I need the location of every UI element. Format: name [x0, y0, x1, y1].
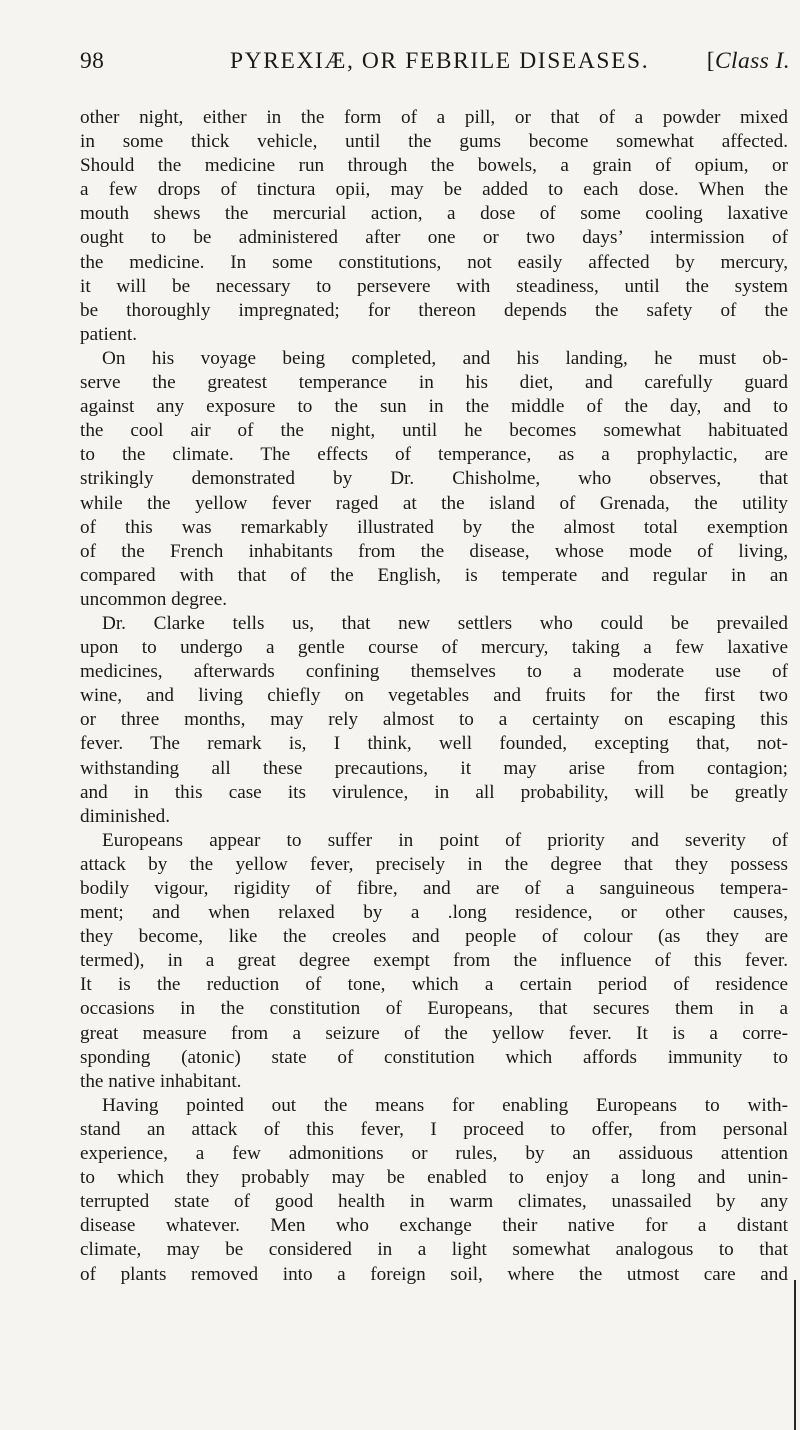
text-line: sponding (atonic) state of constitution which affords immunity to	[80, 1046, 788, 1068]
page-edge-shadow	[794, 1280, 796, 1430]
text-line: of plants removed into a foreign soil, where the utmost care and	[80, 1263, 788, 1285]
paragraph-end-line: patient.	[80, 323, 138, 345]
text-line: be thoroughly impregnated; for thereon depends the safety of the	[80, 299, 788, 321]
page-number: 98	[80, 48, 105, 74]
text-line: compared with that of the English, is temperate and regular in an	[80, 564, 788, 586]
class-label-bracket: [	[706, 48, 715, 74]
text-line: while the yellow fever raged at the island of Grenada, the utility	[80, 492, 788, 514]
text-line: wine, and living chiefly on vegetables and fruits for the first two	[80, 685, 788, 707]
paragraph-start-line: Europeans appear to suffer in point of priority and severity of	[102, 829, 788, 851]
text-line: stand an attack of this fever, I proceed to offer, from personal	[80, 1118, 788, 1140]
text-line: great measure from a seizure of the yellow fever. It is a corre-	[80, 1022, 788, 1044]
text-line: It is the reduction of tone, which a certain period of residence	[80, 974, 788, 996]
text-line: the medicine. In some constitutions, not easily affected by mercury,	[80, 251, 788, 273]
text-line: mouth shews the mercurial action, a dose of some cooling laxative	[80, 203, 788, 225]
text-line: of this was remarkably illustrated by the almost total exemption	[80, 516, 788, 538]
text-line: ought to be administered after one or two days’ intermission of	[80, 227, 788, 249]
text-line: against any exposure to the sun in the middle of the day, and to	[80, 396, 788, 418]
text-line: in some thick vehicle, until the gums become somewhat affected.	[80, 131, 788, 153]
text-line: disease whatever. Men who exchange their native for a distant	[80, 1215, 788, 1237]
text-line: they become, like the creoles and people of colour (as they are	[80, 926, 788, 948]
text-line: or three months, may rely almost to a certainty on escaping this	[80, 709, 788, 731]
text-line: attack by the yellow fever, precisely in the degree that they possess	[80, 853, 788, 875]
text-line: other night, either in the form of a pill, or that of a powder mixed	[80, 107, 788, 128]
paragraph-start-line: Dr. Clarke tells us, that new settlers who could be prevailed	[102, 612, 788, 634]
text-line: upon to undergo a gentle course of mercury, taking a few laxative	[80, 637, 788, 659]
class-label	[707, 48, 790, 75]
page-header	[80, 48, 790, 88]
running-title: PYREXIÆ, OR FEBRILE DISEASES.	[230, 48, 650, 74]
text-line: withstanding all these precautions, it may arise from contagion;	[80, 757, 788, 779]
text-line: serve the greatest temperance in his diet, and carefully guard	[80, 372, 788, 394]
paragraph-end-line: uncommon degree.	[80, 588, 228, 610]
text-line: terrupted state of good health in warm climates, unassailed by any	[80, 1191, 788, 1213]
text-line: ment; and when relaxed by a .long residence, or other causes,	[80, 902, 788, 924]
class-label-text: Class I.	[714, 48, 790, 74]
paragraph-end-line: diminished.	[80, 805, 171, 827]
text-line: Should the medicine run through the bowels, a grain of opium, or	[80, 155, 788, 177]
text-line: the cool air of the night, until he becomes somewhat habituated	[80, 420, 788, 442]
text-line: to the climate. The effects of temperance, as a prophylactic, are	[80, 444, 788, 466]
text-line: of the French inhabitants from the disease, whose mode of living,	[80, 540, 788, 562]
text-line: bodily vigour, rigidity of fibre, and are of a sanguineous tempera-	[80, 878, 788, 899]
text-line: termed), in a great degree exempt from the influence of this fever.	[80, 950, 788, 972]
text-line: climate, may be considered in a light somewhat analogous to that	[80, 1239, 788, 1261]
paragraph-start-line: On his voyage being completed, and his landing, he must ob-	[102, 347, 788, 369]
text-line: experience, a few admonitions or rules, by an assiduous attention	[80, 1143, 788, 1165]
text-line: and in this case its virulence, in all probability, will be greatly	[80, 781, 788, 803]
body-text	[80, 106, 788, 1287]
paragraph-start-line: Having pointed out the means for enabling Europeans to with-	[102, 1094, 788, 1116]
text-line: strikingly demonstrated by Dr. Chisholme, who observes, that	[80, 468, 788, 490]
text-line: it will be necessary to persevere with steadiness, until the system	[80, 275, 788, 297]
text-line: a few drops of tinctura opii, may be added to each dose. When the	[80, 179, 788, 201]
text-line: medicines, afterwards confining themselves to a moderate use of	[80, 661, 788, 683]
paragraph-end-line: the native inhabitant.	[80, 1070, 242, 1092]
text-line: occasions in the constitution of Europeans, that secures them in a	[80, 998, 788, 1020]
text-line: fever. The remark is, I think, well founded, excepting that, not-	[80, 733, 788, 755]
text-line: to which they probably may be enabled to enjoy a long and unin-	[80, 1167, 788, 1189]
